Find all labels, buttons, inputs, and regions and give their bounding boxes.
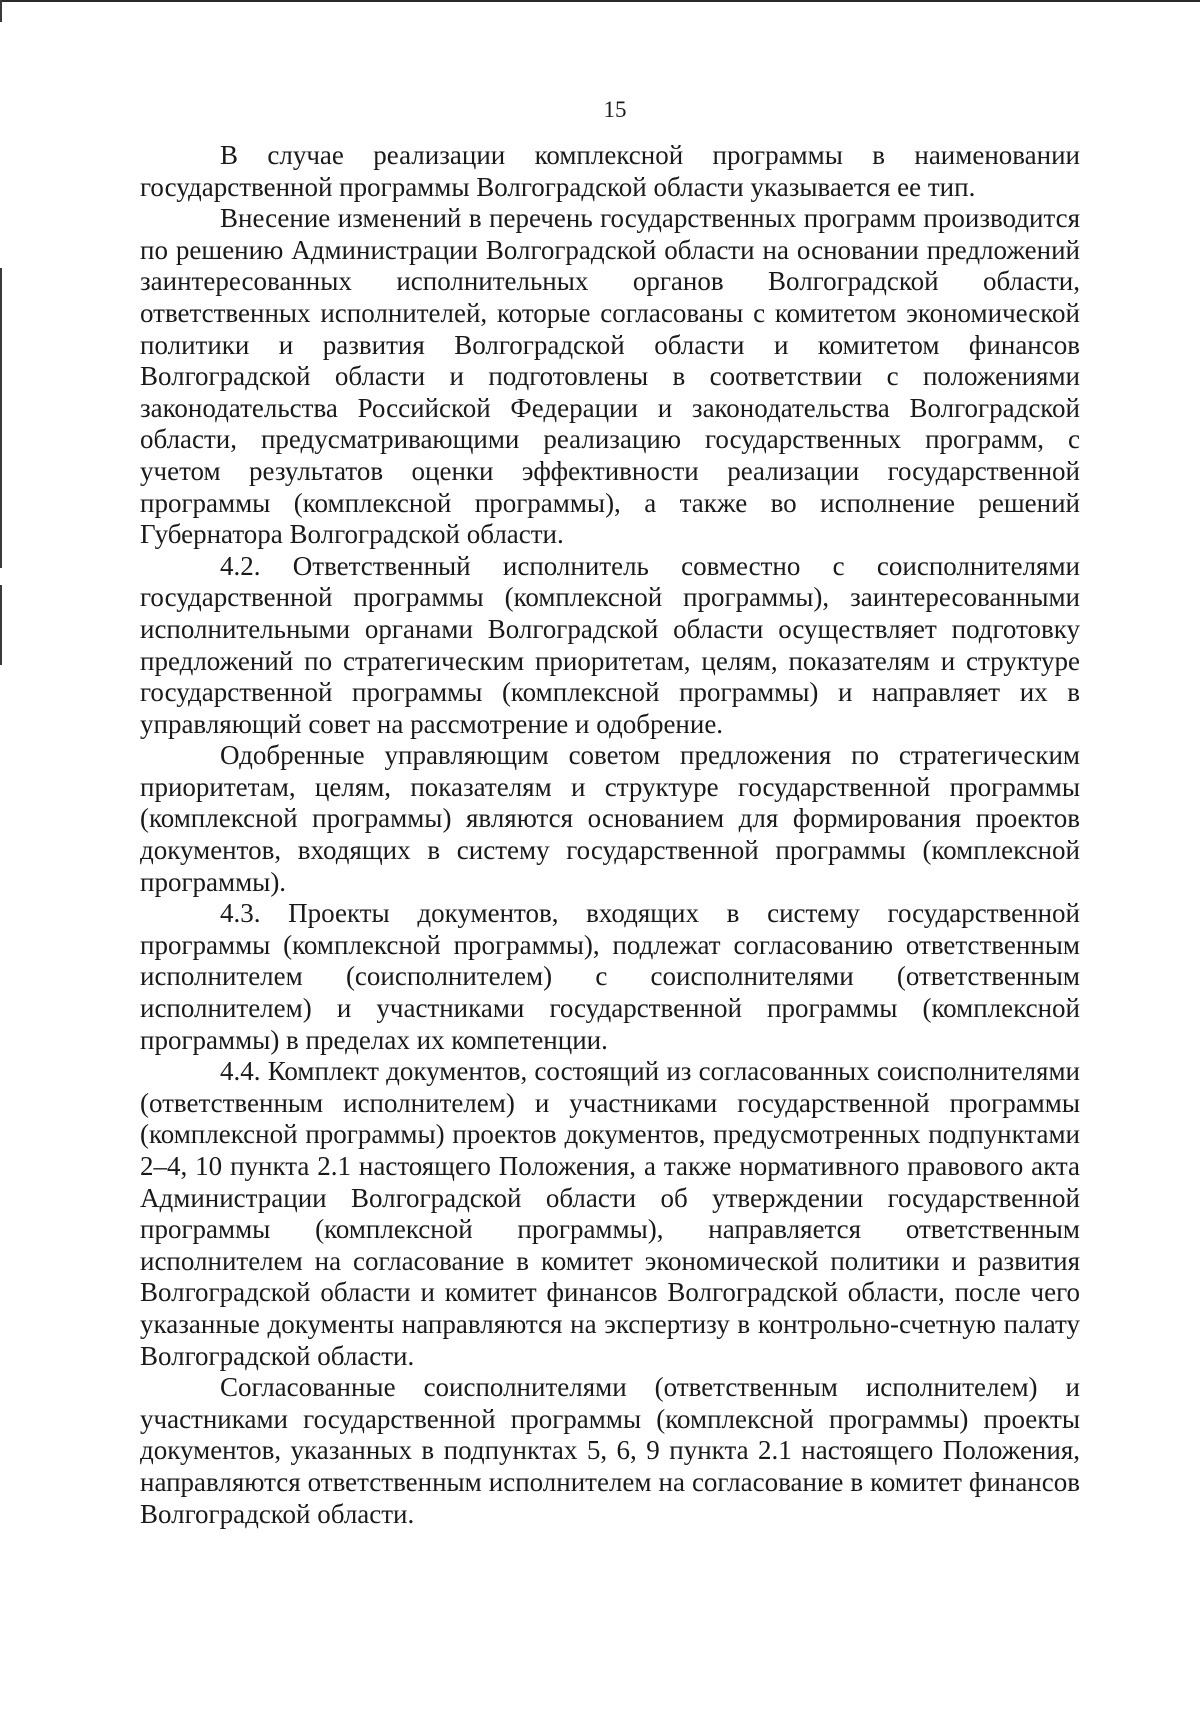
paragraph-program-type: В случае реализации комплексной программы в наименовании государственной программы Волгоградской области указывается ее тип.: [140, 140, 1080, 202]
paragraph-approved-proposals: Одобренные управляющим советом предложения по стратегическим приоритетам, целям, показателям и структуре государственной программы (комплексной программы) являются основанием для формирования проектов документов, входящих в систему государственной программы (комплексной программы).: [140, 740, 1080, 897]
scan-edge-mark: [0, 585, 2, 665]
paragraph-4-3: 4.3. Проекты документов, входящих в систему государственной программы (комплексной программы), подлежат согласованию ответственным исполнителем (соисполнителем) с соисполнителями (ответственным исполнителем) и участниками государственной программы (комплексной программы) в пределах их компетенции.: [140, 898, 1080, 1055]
paragraph-4-4: 4.4. Комплект документов, состоящий из согласованных соисполнителями (ответственным исполнителем) и участниками государственной программы (комплексной программы) проектов документов, предусмотренных подпунктами 2–4, 10 пункта 2.1 настоящего Положения, а также нормативного правового акта Администрации Волгоградской области об утверждении государственной программы (комплексной программы), направляется ответственным исполнителем на согласование в комитет экономической политики и развития Волгоградской области и комитет финансов Волгоградской области, после чего указанные документы направляются на экспертизу в контрольно-счетную палату Волгоградской области.: [140, 1056, 1080, 1371]
page-number: 15: [603, 97, 627, 122]
scan-edge-mark: [0, 268, 2, 568]
scan-edge-line: [0, 0, 1200, 2]
paragraph-4-2: 4.2. Ответственный исполнитель совместно с соисполнителями государственной программы (комплексной программы), заинтересованными исполнительными органами Волгоградской области осуществляет подготовку предложений по стратегическим приоритетам, целям, показателям и структуре государственной программы (комплексной программы) и направляет их в управляющий совет на рассмотрение и одобрение.: [140, 550, 1080, 739]
document-body: [140, 140, 1080, 1530]
paragraph-list-changes: Внесение изменений в перечень государственных программ производится по решению Администрации Волгоградской области на основании предложений заинтересованных исполнительных органов Волгоградской области, ответственных исполнителей, которые согласованы с комитетом экономической политики и развития Волгоградской области и комитетом финансов Волгоградской области и подготовлены в соответствии с положениями законодательства Российской Федерации и законодательства Волгоградской области, предусматривающими реализацию государственных программ, с учетом результатов оценки эффективности реализации государственной программы (комплексной программы), а также во исполнение решений Губернатора Волгоградской области.: [140, 203, 1080, 550]
paragraph-agreed-projects: Согласованные соисполнителями (ответственным исполнителем) и участниками государственной программы (комплексной программы) проекты документов, указанных в подпунктах 5, 6, 9 пункта 2.1 настоящего Положения, направляются ответственным исполнителем на согласование в комитет финансов Волгоградской области.: [140, 1372, 1080, 1529]
scan-edge-mark: [0, 0, 2, 22]
